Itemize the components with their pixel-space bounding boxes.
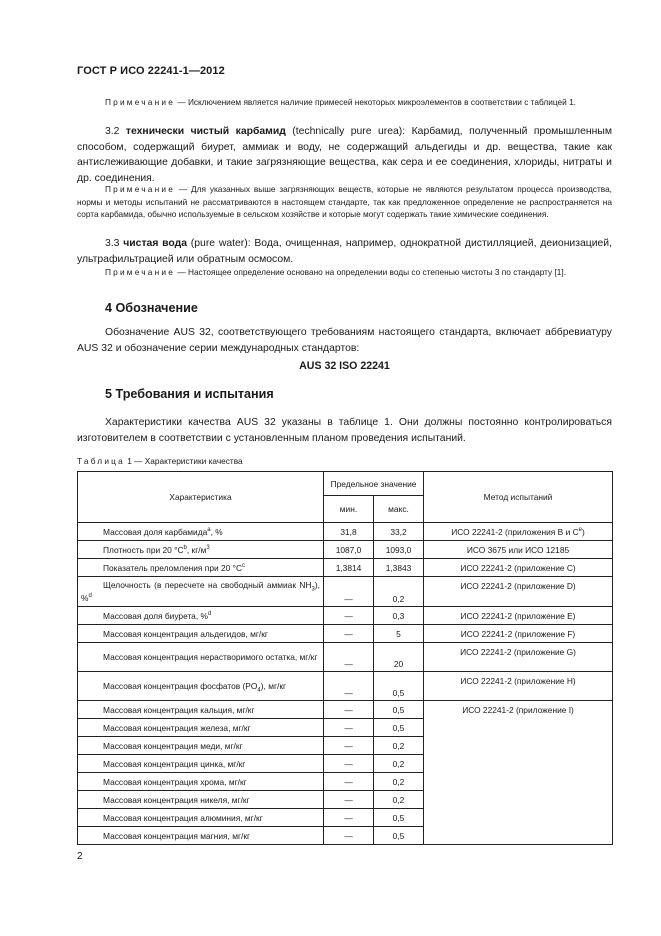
cell-characteristic: Показатель преломления при 20 $^\circ С^c$ (78, 559, 324, 577)
cell-min: — (324, 827, 374, 845)
cell-min: — (324, 755, 374, 773)
cell-min: 1087,0 (324, 541, 374, 559)
note-1 (77, 96, 612, 109)
cell-characteristic: Массовая концентрация меди, мг/кг (78, 737, 324, 755)
table-row (78, 625, 613, 643)
section-5-title: 5 Требования и испытания (105, 387, 274, 401)
cell-max: 5 (374, 625, 424, 643)
cell-characteristic: Массовая концентрация кальция, мг/кг (78, 701, 324, 719)
col-header-method: Метод испытаний (424, 472, 613, 523)
clause-term: чистая вода (123, 238, 187, 249)
cell-min: — (324, 577, 374, 607)
cell-max: 0,5 (374, 827, 424, 845)
cell-method: ИСО 22241-2 (приложение F) (424, 625, 613, 643)
table-caption (77, 456, 243, 466)
cell-characteristic: Массовая концентрация никеля, мг/кг (78, 791, 324, 809)
cell-max: 1093,0 (374, 541, 424, 559)
cell-characteristic: Плотность при 20 $^\circ С^b$, $кг/м^3$ (78, 541, 324, 559)
cell-method: ИСО 22241-2 (приложение Н) (424, 672, 613, 701)
cell-characteristic: Массовая доля карбамида$^a$, % (78, 523, 324, 541)
cell-method: ИСО 3675 или ИСО 12185 (424, 541, 613, 559)
note-text: — Настоящее определение основано на определении воды со степенью чистоты 3 по стандарту [1]. (177, 267, 567, 277)
col-header-limit: Предельное значение (324, 472, 424, 496)
cell-max: 0,5 (374, 701, 424, 719)
cell-characteristic: Массовая концентрация алюминия, мг/кг (78, 809, 324, 827)
cell-characteristic: Массовая концентрация железа, мг/кг (78, 719, 324, 737)
cell-max: 0,2 (374, 577, 424, 607)
table-row (78, 559, 613, 577)
clause-3-3 (77, 236, 612, 267)
table-caption-text: 1 — Характеристики качества (127, 456, 243, 466)
cell-characteristic: Массовая концентрация магния, мг/кг (78, 827, 324, 845)
note-text: — Для указанных выше загрязняющих веществ, которые не являются результатом процесса производства, нормы и методы испытаний не рассматриваются в настоящем стандарте, так как предложенное определение не распространяется на сорта карбамида, обычно используемые в сельском хозяйстве и которые могут содержать такие химические соединения. (77, 184, 612, 219)
clause-term: технически чистый карбамид (125, 126, 286, 137)
clause-number: 3.3 (105, 238, 120, 249)
clause-text: (technically pure urea): Карбамид, полученный промышленным способом, содержащий биурет, аммиак и воду, не содержащий альдегиды и др. вещества, такие как антислеживающие добавки, и такие загрязняющие вещества, как сера и ее соединения, хлориды, нитраты и др. соединения. (77, 126, 612, 184)
cell-min: — (324, 737, 374, 755)
cell-characteristic: Щелочность (в пересчете на свободный аммиак $NH_3$), %$^d$ (78, 577, 324, 607)
cell-max: 0,5 (374, 809, 424, 827)
quality-table (77, 471, 613, 845)
table-label: Таблица (77, 456, 125, 466)
note-label: Примечание (105, 97, 176, 107)
table-row (78, 523, 613, 541)
cell-method: ИСО 22241-2 (приложение I) (424, 701, 613, 845)
cell-max: 0,2 (374, 791, 424, 809)
cell-characteristic: Массовая доля биурета, %$^d$ (78, 607, 324, 625)
note-2 (77, 183, 612, 221)
clause-text: (pure water): Вода, очищенная, например, однократной дистилляцией, деионизацией, ультрафильтрацией или обратным осмосом. (77, 238, 613, 265)
cell-min: 1,3814 (324, 559, 374, 577)
table-row (78, 577, 613, 607)
cell-max: 20 (374, 643, 424, 672)
cell-characteristic: Массовая концентрация нерастворимого остатка, мг/кг (78, 643, 324, 672)
cell-method: ИСО 22241-2 (приложение Е) (424, 607, 613, 625)
cell-max: 1,3843 (374, 559, 424, 577)
table-row (78, 607, 613, 625)
document-header: ГОСТ Р ИСО 22241-1—2012 (77, 65, 225, 77)
cell-max: 33,2 (374, 523, 424, 541)
cell-min: — (324, 809, 374, 827)
cell-characteristic: Массовая концентрация хрома, мг/кг (78, 773, 324, 791)
cell-min: — (324, 701, 374, 719)
cell-min: — (324, 643, 374, 672)
note-label: Примечание (105, 184, 176, 194)
note-text: — Исключением является наличие примесей некоторых микроэлементов в соответствии с таблицей 1. (177, 97, 576, 107)
table-header-row (78, 472, 613, 496)
cell-min: — (324, 607, 374, 625)
cell-min: — (324, 672, 374, 701)
section-4-title: 4 Обозначение (105, 301, 198, 315)
note-3 (77, 266, 612, 279)
cell-min: — (324, 791, 374, 809)
cell-min: — (324, 773, 374, 791)
table-row (78, 643, 613, 672)
clause-3-2 (77, 124, 612, 186)
table-row (78, 701, 613, 719)
cell-max: 0,5 (374, 719, 424, 737)
cell-max: 0,3 (374, 607, 424, 625)
cell-characteristic: Массовая концентрация альдегидов, мг/кг (78, 625, 324, 643)
cell-characteristic: Массовая концентрация фосфатов $(PO_4)$, мг/кг (78, 672, 324, 701)
clause-number: 3.2 (105, 126, 120, 137)
cell-max: 0,2 (374, 773, 424, 791)
cell-min: — (324, 719, 374, 737)
cell-max: 0,2 (374, 737, 424, 755)
cell-method: ИСО 22241-2 (приложение D) (424, 577, 613, 607)
designation: AUS 32 ISO 22241 (299, 360, 390, 372)
section-4-text: Обозначение AUS 32, соответствующего требованиям настоящего стандарта, включает аббревиатуру AUS 32 и обозначение серии международных стандартов: (77, 327, 612, 354)
page-number: 2 (77, 851, 83, 862)
cell-max: 0,2 (374, 755, 424, 773)
cell-method: ИСО 22241-2 (приложения В и $С^e$) (424, 523, 613, 541)
section-5-text: Характеристики качества AUS 32 указаны в таблице 1. Они должны постоянно контролироваться изготовителем в соответствии с установленным планом проведения испытаний. (77, 417, 612, 444)
cell-method: ИСО 22241-2 (приложение С) (424, 559, 613, 577)
cell-min: — (324, 625, 374, 643)
col-header-min: мин. (324, 496, 374, 523)
cell-min: 31,8 (324, 523, 374, 541)
cell-method: ИСО 22241-2 (приложение G) (424, 643, 613, 672)
note-label: Примечание (105, 267, 176, 277)
col-header-max: макс. (374, 496, 424, 523)
col-header-characteristic: Характеристика (78, 472, 324, 523)
table-row (78, 541, 613, 559)
table-row (78, 672, 613, 701)
cell-max: 0,5 (374, 672, 424, 701)
cell-characteristic: Массовая концентрация цинка, мг/кг (78, 755, 324, 773)
